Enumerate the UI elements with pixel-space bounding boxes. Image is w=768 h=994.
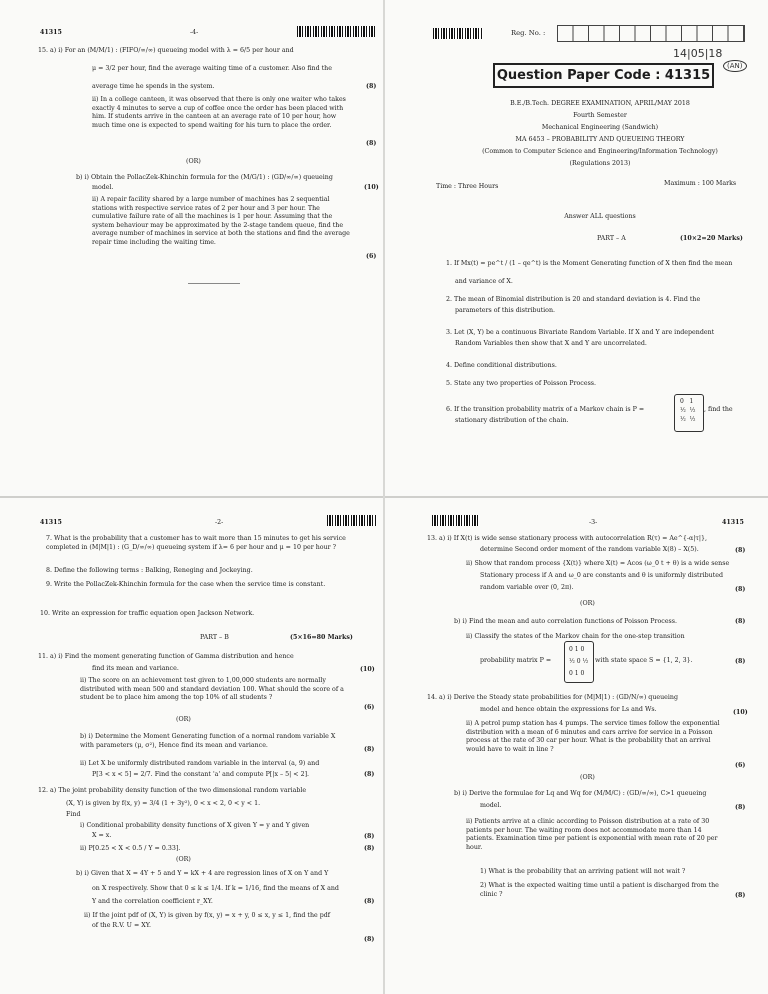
q14a-i: 14. a) i) Derive the Steady state probabilities for (M|M|1) : (GD/N/∞) queueing [427, 694, 678, 701]
or-separator: (OR) [186, 158, 201, 165]
q12a: (X, Y) is given by f(x, y) = 3/4 (1 + 3y²), 0 < x < 2, 0 < y < 1. [66, 800, 261, 807]
marks: (8) [364, 898, 375, 905]
handwritten-session: (AN) [723, 60, 747, 72]
q15a-i: average time he spends in the system. [92, 83, 215, 90]
marks: (6) [366, 253, 377, 260]
q15a-i: μ = 3/2 per hour, find the average waiting time of a customer. Also find the [92, 65, 332, 72]
q9: 9. Write the PollacZek-Khinchin formula for the case when the service time is constant. [46, 581, 326, 588]
q14a-ii: ii) A petrol pump station has 4 pumps. The service times follow the exponential distribution with a mean of 6 minutes and cars arrive for service in a Poisson process at the rate of 30 car per hour. What is the probability that an arrival would have to wait in line ? [466, 720, 720, 753]
q11b-ii: P[3 < x < 5] = 2/7. Find the constant 'a' and compute P[|x – 5| < 2]. [92, 771, 310, 778]
barcode [297, 26, 375, 37]
q12a: Find [66, 811, 81, 818]
q13b-i: b) i) Find the mean and auto correlation functions of Poisson Process. [454, 618, 678, 625]
q15a-ii: ii) In a college canteen, it was observed that there is only one waiter who takes exactly 4 minutes to serve a cup of coffee once the order has been placed with him. If students arrive in the canteen at an average rate of 10 per hour, how much time one is expected to spend waiting for his turn to place the order. [92, 96, 346, 129]
q15b-ii: ii) A repair facility shared by a large number of machines has 2 sequential stations with respective service rates of 2 per hour and 3 per hour. The cumulative failure rate of all the machines is 1 per hour. Assuming that the system behaviour may be approximated by the 2-stage tandem queue, find the average number of machines in service at both the stations and find the average repair time including the waiting time. [92, 196, 350, 246]
marks: (8) [364, 833, 375, 840]
page-number: -4- [190, 29, 199, 36]
paper-code: 41315 [40, 519, 62, 526]
subject: MA 6453 – PROBABILITY AND QUEUEING THEORY [515, 136, 685, 143]
q12b-i: on X respectively. Show that 0 ≤ k ≤ 1/4. If k = 1/16, find the means of X and [92, 885, 339, 892]
marks: (6) [735, 762, 746, 769]
q15b-i: b) i) Obtain the PollacZek-Khinchin formula for the (M/G/1) : (GD/∞/∞) queueing [76, 174, 333, 181]
q13a-i: determine Second order moment of the random variable X(8) – X(5). [480, 546, 699, 553]
q15b-i: model. [92, 184, 114, 191]
reg-no-boxes[interactable] [557, 25, 745, 42]
q13a-ii: Stationary process if A and ω_0 are constants and θ is uniformly distributed [480, 572, 723, 579]
page-4 [0, 0, 384, 497]
branch: Mechanical Engineering (Sandwich) [541, 124, 659, 131]
q7: 7. What is the probability that a customer has to wait more than 15 minutes to get his service completed in (M|M|1) : (G_D/∞/∞) queueing system if λ= 6 per hour and μ = 10 per hour ? [46, 535, 346, 551]
q11a-i: find its mean and variance. [92, 665, 179, 672]
page-number: -2- [215, 519, 224, 526]
q13b-ii: ii) Classify the states of the Markov chain for the one-step transition [466, 633, 685, 640]
q14b-i: b) i) Derive the formulae for Lq and Wq for (M/M/C) : (GD/∞/∞), C>1 queueing [454, 790, 707, 797]
qa-2: 2. The mean of Binomial distribution is 20 and standard deviation is 4. Find the [446, 296, 701, 303]
part-a-marks: (10×2=20 Marks) [680, 235, 743, 242]
handwritten-date: 14|05|18 [673, 47, 723, 60]
marks: (8) [366, 140, 377, 147]
q12a-ii: ii) P[0.25 < X < 0.5 / Y = 0.33]. [80, 845, 181, 852]
fold-line [383, 0, 385, 994]
answer-all: Answer ALL questions [564, 213, 636, 220]
q13a-i: 13. a) i) If X(t) is wide sense stationary process with autocorrelation R(τ) = Ae^{-α|τ|}, [427, 535, 708, 542]
reg-no-label: Reg. No. : [511, 29, 546, 37]
q13a-ii: ii) Show that random process {X(t)} where X(t) = Acos (ω_0 t + θ) is a wide sense [466, 560, 730, 567]
q14b-ii-2: 2) What is the expected waiting time until a patient is discharged from the clinic ? [480, 882, 719, 898]
marks: (8) [735, 586, 746, 593]
q14b-i: model. [480, 802, 502, 809]
or-separator: (OR) [580, 774, 595, 781]
marks: (8) [364, 845, 375, 852]
qa-4: 4. Define conditional distributions. [446, 362, 557, 369]
q12b-ii: ii) If the joint pdf of (X, Y) is given by f(x, y) = x + y, 0 ≤ x, y ≤ 1, find the pdf [84, 912, 331, 919]
qa-2: parameters of this distribution. [455, 307, 556, 314]
question-paper-code: Question Paper Code : 41315 [493, 63, 714, 88]
marks: (10) [360, 666, 375, 673]
paper-code: 41315 [722, 519, 744, 526]
marks: (8) [735, 618, 746, 625]
qa-5: 5. State any two properties of Poisson Process. [446, 380, 597, 387]
part-a-title: PART – A [597, 235, 626, 242]
barcode [327, 515, 377, 526]
q13a-ii: random variable over (0, 2π). [480, 584, 574, 591]
or-separator: (OR) [580, 600, 595, 607]
part-b-title: PART – B [200, 634, 229, 641]
q14b-ii: ii) Patients arrive at a clinic according to Poisson distribution at a rate of 30 patients per hour. The waiting room does not accommodate more than 14 patients. Examination time per patient is exponential with mean rate of 20 per hour. [466, 818, 718, 851]
qa-6: 6. If the transition probability matrix of a Markov chain is P = [446, 406, 645, 413]
marks: (8) [364, 746, 375, 753]
semester: Fourth Semester [573, 112, 627, 119]
q12b-i: b) i) Given that X = 4Y + 5 and Y = kX + 4 are regression lines of X on Y and Y [76, 870, 329, 877]
q12a-i: X = x. [92, 832, 112, 839]
q11a-ii: ii) The score on an achievement test given to 1,00,000 students are normally distributed with mean 500 and standard deviation 100. What should the score of a student be to place him among the top 10% of all students ? [80, 677, 344, 702]
qa-1: and variance of X. [455, 278, 513, 285]
marks: (8) [735, 804, 746, 811]
paper-code: 41315 [40, 29, 62, 36]
qa-6: stationary distribution of the chain. [455, 417, 569, 424]
q11b-i: b) i) Determine the Moment Generating function of a normal random variable X with parameters (μ, σ²), Hence find its mean and variance. [80, 733, 336, 749]
or-separator: (OR) [176, 716, 191, 723]
common-to: (Common to Computer Science and Engineering/Information Technology) [482, 148, 718, 155]
q11a-i: 11. a) i) Find the moment generating function of Gamma distribution and hence [38, 653, 294, 660]
q12a-i: i) Conditional probability density functions of X given Y = y and Y given [80, 822, 310, 829]
barcode [432, 515, 480, 526]
qa-1: 1. If Mx(t) = pe^t / (1 – qe^t) is the Moment Generating function of X then find the mean [446, 260, 733, 267]
qa-3: 3. Let (X, Y) be a continuous Bivariate Random Variable. If X and Y are independent [446, 329, 715, 336]
page-number: -3- [589, 519, 598, 526]
time-label: Time : Three Hours [436, 183, 499, 190]
marks: (6) [364, 704, 375, 711]
qa-3: Random Variables then show that X and Y are uncorrelated. [455, 340, 647, 347]
marks: (8) [366, 83, 377, 90]
q14a-i: model and hence obtain the expressions for Ls and Ws. [480, 706, 657, 713]
marks: (8) [735, 892, 746, 899]
q12b-ii: of the R.V. U = XY. [92, 922, 152, 929]
state-space: with state space S = {1, 2, 3}. [595, 657, 693, 664]
barcode [433, 28, 483, 39]
marks: (8) [364, 936, 375, 943]
marks: (8) [735, 658, 746, 665]
marks: (10) [364, 184, 379, 191]
matrix-bracket: 0 1 ½ ½ ½ ½ [674, 394, 704, 432]
or-separator: (OR) [176, 856, 191, 863]
part-b-marks: (5×16=80 Marks) [290, 634, 353, 641]
max-marks: Maximum : 100 Marks [664, 180, 737, 187]
exam-title: B.E./B.Tech. DEGREE EXAMINATION, APRIL/MAY 2018 [510, 100, 690, 107]
q15a-i: 15. a) i) For an (M/M/1) : (FIFO/∞/∞) queueing model with λ = 6/5 per hour and [38, 47, 294, 54]
q14b-ii-1: 1) What is the probability that an arriving patient will not wait ? [480, 868, 686, 875]
regulations: (Regulations 2013) [569, 160, 631, 167]
q11b-ii: ii) Let X be uniformly distributed random variable in the interval (a, 9) and [80, 760, 320, 767]
prob-matrix-label: probability matrix P = [480, 657, 552, 664]
marks: (10) [733, 709, 748, 716]
qa-6-suffix: , find the [704, 406, 733, 413]
marks: (8) [735, 547, 746, 554]
marks: (8) [364, 771, 375, 778]
end-line [188, 283, 240, 284]
matrix-bracket: 0 1 0 ½ 0 ½ 0 1 0 [564, 641, 594, 683]
q12a: 12. a) The joint probability density function of the two dimensional random variable [38, 787, 307, 794]
q12b-i: Y and the correlation coefficient r_XY. [92, 898, 213, 905]
q8: 8. Define the following terms : Balking, Reneging and Jockeying. [46, 567, 253, 574]
q10: 10. Write an expression for traffic equation open Jackson Network. [40, 610, 255, 617]
